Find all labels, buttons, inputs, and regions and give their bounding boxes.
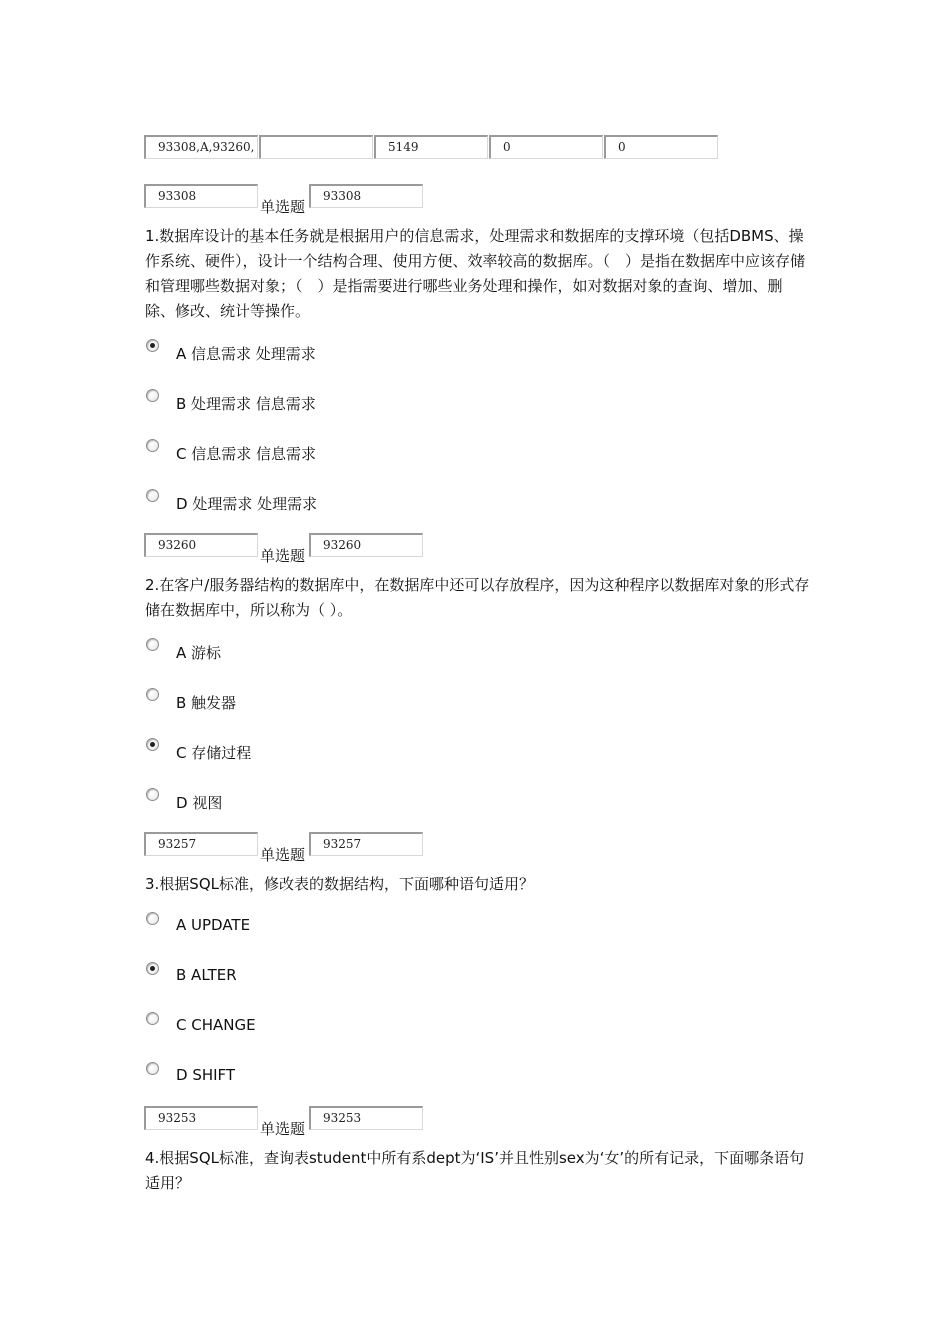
radio-button[interactable] <box>146 439 159 452</box>
question-type-label: 单选题 <box>260 846 306 864</box>
option-label: D 处理需求 处理需求 <box>176 495 318 513</box>
top-field-3[interactable]: 5149 <box>374 135 488 159</box>
top-field-1[interactable]: 93308,A,93260, <box>144 135 258 159</box>
radio-button[interactable] <box>146 788 159 801</box>
option-label: B 触发器 <box>176 694 237 712</box>
option-label: A UPDATE <box>176 916 251 934</box>
question-id-right[interactable]: 93253 <box>309 1106 423 1130</box>
question-type-label: 单选题 <box>260 547 306 565</box>
radio-button[interactable] <box>146 962 159 975</box>
question-text: 3.根据SQL标准，修改表的数据结构，下面哪种语句适用？ <box>145 875 534 893</box>
top-field-5[interactable]: 0 <box>604 135 718 159</box>
question-id-right[interactable]: 93257 <box>309 832 423 856</box>
radio-button[interactable] <box>146 489 159 502</box>
radio-button[interactable] <box>146 1012 159 1025</box>
option-label: C 信息需求 信息需求 <box>176 445 317 463</box>
question-id-right[interactable]: 93260 <box>309 533 423 557</box>
question-id-left[interactable]: 93257 <box>144 832 258 856</box>
question-text: 2.在客户/服务器结构的数据库中，在数据库中还可以存放程序，因为这种程序以数据库对象的形式存储在数据库中，所以称为（ ）。 <box>145 576 810 619</box>
option-label: D SHIFT <box>176 1066 236 1084</box>
option-label: C CHANGE <box>176 1016 256 1034</box>
option-label: D 视图 <box>176 794 223 812</box>
question-type-label: 单选题 <box>260 198 306 216</box>
radio-button[interactable] <box>146 638 159 651</box>
option-label: B 处理需求 信息需求 <box>176 395 316 413</box>
radio-button[interactable] <box>146 912 159 925</box>
radio-button[interactable] <box>146 688 159 701</box>
question-id-left[interactable]: 93308 <box>144 184 258 208</box>
option-label: A 信息需求 处理需求 <box>176 345 316 363</box>
question-text: 4.根据SQL标准，查询表student中所有系dept为‘IS’并且性别sex为‘女’的所有记录，下面哪条语句适用？ <box>145 1149 805 1192</box>
question-id-left[interactable]: 93260 <box>144 533 258 557</box>
top-field-4[interactable]: 0 <box>489 135 603 159</box>
question-type-label: 单选题 <box>260 1120 306 1138</box>
option-label: C 存储过程 <box>176 744 252 762</box>
top-field-2[interactable] <box>259 135 373 159</box>
question-id-left[interactable]: 93253 <box>144 1106 258 1130</box>
question-text: 1.数据库设计的基本任务就是根据用户的信息需求，处理需求和数据库的支撑环境（包括DBMS、操作系统、硬件），设计一个结构合理、使用方便、效率较高的数据库。（ ）是指在数据库中应该存储和管理哪些数据对象；（ ）是指需要进行哪些业务处理和操作，如对数据对象的查询、增加、删除、修改、统计等操作。 <box>145 227 806 320</box>
question-id-right[interactable]: 93308 <box>309 184 423 208</box>
option-label: B ALTER <box>176 966 237 984</box>
radio-button[interactable] <box>146 738 159 751</box>
option-label: A 游标 <box>176 644 222 662</box>
radio-button[interactable] <box>146 339 159 352</box>
radio-button[interactable] <box>146 1062 159 1075</box>
radio-button[interactable] <box>146 389 159 402</box>
